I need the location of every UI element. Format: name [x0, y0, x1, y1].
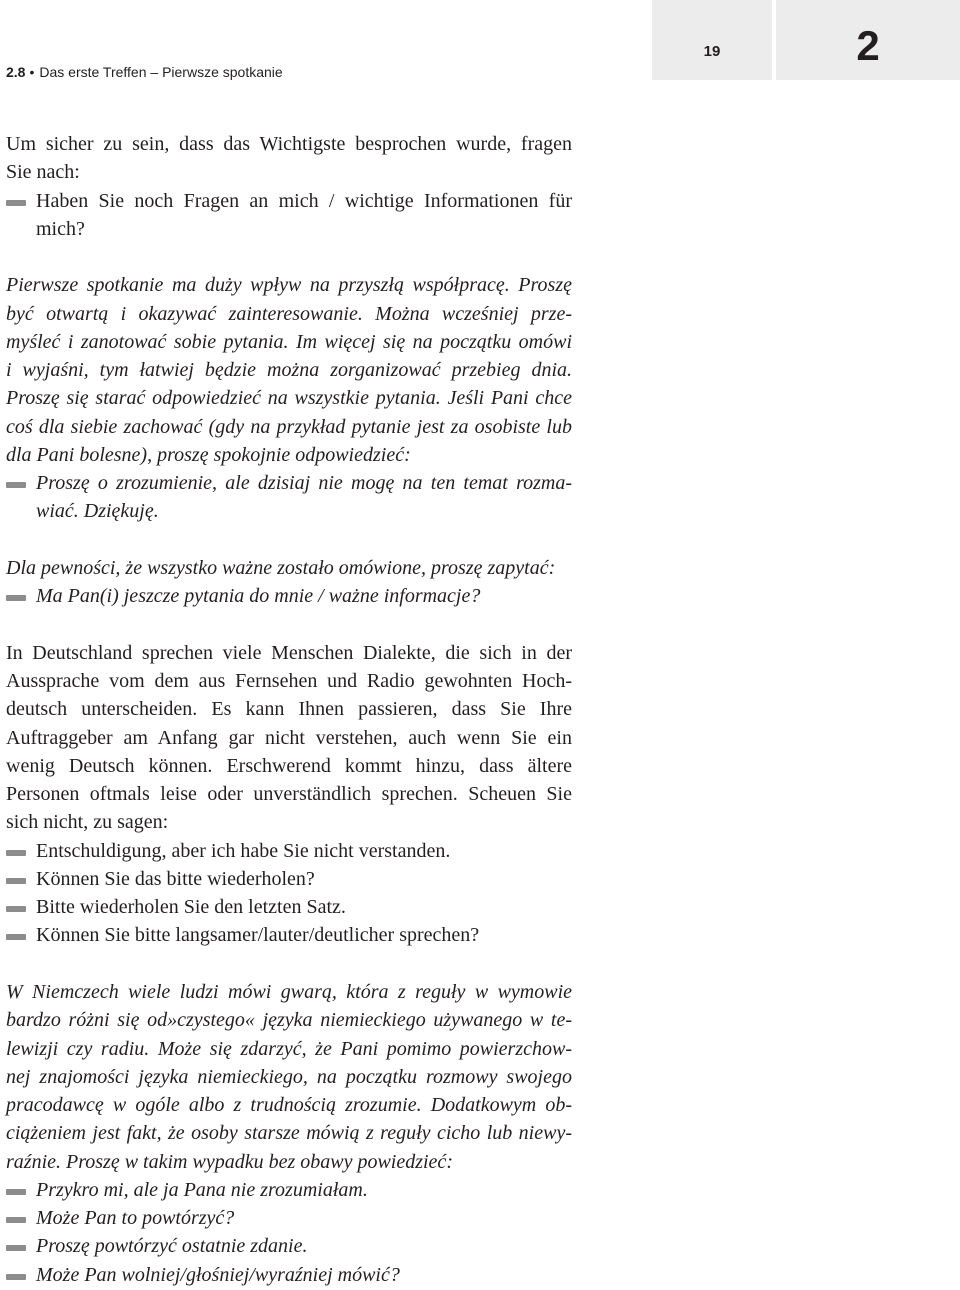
text-line: wiać. Dziękuję.	[36, 500, 159, 523]
text-line: lewizji czy radiu. Może się zdarzyć, że Pani pomimo powierzchow-	[6, 1037, 572, 1060]
body-text	[6, 130, 572, 1289]
text-line: Ma Pan(i) jeszcze pytania do mnie / ważne informacje?	[36, 585, 481, 608]
bullet-marker	[6, 934, 26, 940]
text-line: Entschuldigung, aber ich habe Sie nicht verstanden.	[36, 839, 451, 862]
paragraph-block	[6, 271, 572, 525]
text-line: pracodawcę w ogóle albo z trudnością zrozumie. Dodatkowym ob-	[6, 1094, 572, 1117]
section-title: Das erste Treffen – Pierwsze spotkanie	[39, 64, 283, 80]
text-line: Dla pewności, że wszystko ważne zostało omówione, proszę zapytać:	[6, 556, 556, 579]
bullet-marker	[6, 200, 26, 206]
separator-dot: •	[29, 64, 35, 80]
text-line: myśleć i zanotować sobie pytania. Im więcej się na początku omówi	[6, 330, 572, 353]
text-line: ciążeniem jest fakt, że osoby starsze mówią z reguły cicho lub niewy-	[6, 1122, 572, 1145]
page-number-tab	[652, 0, 772, 80]
bullet-marker	[6, 906, 26, 912]
text-line: In Deutschland sprechen viele Menschen Dialekte, die sich in der	[6, 641, 572, 664]
text-line: Personen oftmals leise oder unverständlich sprechen. Scheuen Sie	[6, 783, 572, 806]
paragraph-block	[6, 130, 572, 243]
text-line: Können Sie das bitte wiederholen?	[36, 867, 315, 890]
bullet-item	[6, 1232, 572, 1260]
text-line: Aussprache vom dem aus Fernsehen und Radio gewohnten Hoch-	[6, 670, 572, 693]
text-line: Auftraggeber am Anfang gar nicht verstehen, auch wenn Sie ein	[6, 726, 572, 749]
text-line: coś dla siebie zachować (gdy na przykład pytanie jest za osobiste lub	[6, 415, 572, 438]
text-line: sich nicht, zu sagen:	[6, 811, 169, 834]
bullet-item	[6, 582, 572, 610]
running-head	[6, 62, 283, 82]
bullet-item	[6, 1204, 572, 1232]
text-line: Proszę powtórzyć ostatnie zdanie.	[36, 1235, 308, 1258]
text-line: Pierwsze spotkanie ma duży wpływ na przyszłą współpracę. Proszę	[6, 274, 572, 297]
bullet-marker	[6, 878, 26, 884]
bullet-item	[6, 1261, 572, 1289]
paragraph-block	[6, 639, 572, 950]
text-line: raźnie. Proszę w takim wypadku bez obawy powiedzieć:	[6, 1150, 453, 1173]
text-line: Können Sie bitte langsamer/lauter/deutlicher sprechen?	[36, 924, 480, 947]
text-line: Przykro mi, ale ja Pana nie zrozumiałam.	[36, 1178, 368, 1201]
bullet-item	[6, 1176, 572, 1204]
paragraph-block	[6, 978, 572, 1289]
text-line: wenig Deutsch können. Erschwerend kommt hinzu, dass ältere	[6, 754, 572, 777]
text-line: deutsch unterscheiden. Es kann Ihnen passieren, dass Sie Ihre	[6, 698, 572, 721]
bullet-item	[6, 469, 572, 526]
chapter-number: 2	[856, 22, 880, 69]
text-line: Może Pan to powtórzyć?	[36, 1207, 235, 1230]
bullet-item	[6, 187, 572, 244]
text-line: Proszę się starać odpowiedzieć na wszystkie pytania. Jeśli Pani chce	[6, 387, 572, 410]
text-line: i wyjaśni, tym łatwiej będzie można zorganizować przebieg dnia.	[6, 359, 572, 382]
bullet-item	[6, 837, 572, 865]
bullet-marker	[6, 482, 26, 488]
text-line: dla Pani bolesne), proszę spokojnie odpowiedzieć:	[6, 443, 411, 466]
text-line: Um sicher zu sein, dass das Wichtigste besprochen wurde, fragen	[6, 133, 572, 155]
text-line: bardzo różni się od»czystego« języka niemieckiego używanego w te-	[6, 1009, 572, 1032]
text-line: W Niemczech wiele ludzi mówi gwarą, która z reguły w wymowie	[6, 980, 572, 1003]
text-line: Bitte wiederholen Sie den letzten Satz.	[36, 896, 346, 919]
page-number: 19	[703, 43, 721, 60]
bullet-item	[6, 893, 572, 921]
text-line: Haben Sie noch Fragen an mich / wichtige Informationen für	[36, 189, 572, 212]
text-line: Sie nach:	[6, 161, 80, 184]
bullet-marker	[6, 1274, 26, 1280]
text-line: Może Pan wolniej/głośniej/wyraźniej mówić?	[36, 1263, 400, 1286]
bullet-marker	[6, 1189, 26, 1195]
bullet-marker	[6, 850, 26, 856]
paragraph-block	[6, 554, 572, 611]
bullet-item	[6, 865, 572, 893]
chapter-tab	[776, 0, 960, 80]
text-line: nej znajomości języka niemieckiego, na początku rozmowy swojego	[6, 1065, 572, 1088]
text-line: być otwartą i okazywać zainteresowanie. Można wcześniej prze-	[6, 302, 572, 325]
bullet-marker	[6, 1217, 26, 1223]
text-line: Proszę o zrozumienie, ale dzisiaj nie mogę na ten temat rozma-	[36, 472, 572, 495]
bullet-item	[6, 921, 572, 949]
section-number: 2.8	[6, 64, 26, 80]
text-line: mich?	[36, 217, 85, 240]
bullet-marker	[6, 595, 26, 601]
bullet-marker	[6, 1245, 26, 1251]
